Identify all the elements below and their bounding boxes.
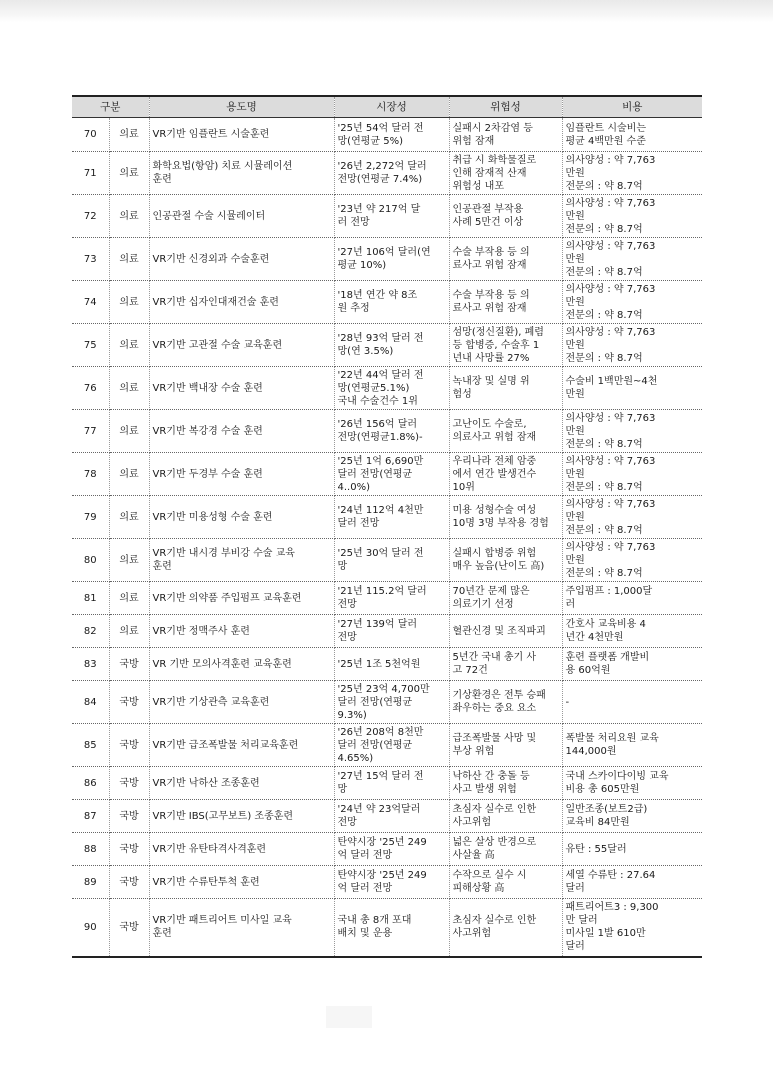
row-marketability: '27년 139억 달러 전망 xyxy=(334,615,449,648)
row-usage-name: VR기반 두경부 수술 훈련 xyxy=(149,453,334,496)
row-usage-name: VR기반 미용성형 수술 훈련 xyxy=(149,496,334,539)
row-number: 86 xyxy=(72,767,109,800)
row-cost: 패트리어트3 : 9,300 만 달러 미사일 1발 610만 달러 xyxy=(562,899,702,957)
row-usage-name: VR기반 낙하산 조종훈련 xyxy=(149,767,334,800)
row-number: 70 xyxy=(72,118,109,152)
table-row xyxy=(72,453,702,496)
table-row xyxy=(72,767,702,800)
row-usage-name: VR기반 급조폭발물 처리교육훈련 xyxy=(149,724,334,767)
header-risk: 위험성 xyxy=(449,96,562,118)
row-risk: 넓은 살상 반경으로 사살율 高 xyxy=(449,833,562,866)
row-usage-name: VR기반 십자인대재건술 훈련 xyxy=(149,281,334,324)
row-marketability: '24년 약 23억달러 전망 xyxy=(334,800,449,833)
row-cost: 일반조종(보트2급) 교육비 84만원 xyxy=(562,800,702,833)
row-number: 77 xyxy=(72,410,109,453)
row-usage-name: VR 기반 모의사격훈련 교육훈련 xyxy=(149,648,334,681)
row-marketability: '24년 112억 4천만 달러 전망 xyxy=(334,496,449,539)
row-usage-name: VR기반 의약품 주입펌프 교육훈련 xyxy=(149,582,334,615)
row-usage-name: VR기반 IBS(고무보트) 조종훈련 xyxy=(149,800,334,833)
row-marketability: '22년 44억 달러 전 망(연평균5.1%) 국내 수술건수 1위 xyxy=(334,367,449,410)
row-usage-name: VR기반 임플란트 시술훈련 xyxy=(149,118,334,152)
row-risk: 미용 성형수술 여성 10명 3명 부작용 경험 xyxy=(449,496,562,539)
row-marketability: '26년 156억 달러 전망(연평균1.8%)- xyxy=(334,410,449,453)
row-cost: 주입펌프 : 1,000달 러 xyxy=(562,582,702,615)
row-category: 국방 xyxy=(109,724,149,767)
row-risk: 인공관절 부작용 사례 5만건 이상 xyxy=(449,195,562,238)
row-risk: 녹내장 및 실명 위 험성 xyxy=(449,367,562,410)
row-category: 국방 xyxy=(109,866,149,899)
table-row xyxy=(72,866,702,899)
table-row xyxy=(72,410,702,453)
table-row xyxy=(72,800,702,833)
row-cost: 의사양성 : 약 7,763 만원 전문의 : 약 8.7억 xyxy=(562,238,702,281)
row-usage-name: VR기반 고관절 수술 교육훈련 xyxy=(149,324,334,367)
row-risk: 초심자 실수로 인한 사고위험 xyxy=(449,800,562,833)
row-cost: 의사양성 : 약 7,763 만원 전문의 : 약 8.7억 xyxy=(562,281,702,324)
row-cost: 간호사 교육비용 4 년간 4천만원 xyxy=(562,615,702,648)
row-number: 90 xyxy=(72,899,109,957)
table-row xyxy=(72,582,702,615)
row-category: 의료 xyxy=(109,367,149,410)
row-marketability: 탄약시장 '25년 249 억 달러 전망 xyxy=(334,866,449,899)
row-marketability: '28년 93억 달러 전 망(연 3.5%) xyxy=(334,324,449,367)
table-row xyxy=(72,496,702,539)
row-category: 의료 xyxy=(109,195,149,238)
row-category: 국방 xyxy=(109,899,149,957)
row-category: 의료 xyxy=(109,582,149,615)
page-footer-mark xyxy=(326,1006,372,1028)
row-cost: 국내 스카이다이빙 교육 비용 총 605만원 xyxy=(562,767,702,800)
row-category: 의료 xyxy=(109,410,149,453)
row-risk: 5년간 국내 총기 사 고 72건 xyxy=(449,648,562,681)
row-usage-name: VR기반 내시경 부비강 수술 교육 훈련 xyxy=(149,539,334,582)
table-row xyxy=(72,833,702,866)
row-number: 71 xyxy=(72,152,109,195)
row-category: 국방 xyxy=(109,833,149,866)
row-number: 81 xyxy=(72,582,109,615)
row-marketability: 탄약시장 '25년 249 억 달러 전망 xyxy=(334,833,449,866)
row-marketability: '25년 23억 4,700만 달러 전망(연평균 9.3%) xyxy=(334,681,449,724)
row-usage-name: VR기반 수류탄투척 훈련 xyxy=(149,866,334,899)
row-cost: 의사양성 : 약 7,763 만원 전문의 : 약 8.7억 xyxy=(562,195,702,238)
row-cost: 임플란트 시술비는 평균 4백만원 수준 xyxy=(562,118,702,152)
row-cost: 의사양성 : 약 7,763 만원 전문의 : 약 8.7억 xyxy=(562,453,702,496)
row-marketability: '21년 115.2억 달러 전망 xyxy=(334,582,449,615)
page-top-edge xyxy=(0,0,773,22)
row-category: 의료 xyxy=(109,615,149,648)
row-category: 국방 xyxy=(109,767,149,800)
table-row xyxy=(72,195,702,238)
row-number: 85 xyxy=(72,724,109,767)
row-cost: - xyxy=(562,681,702,724)
table-row xyxy=(72,681,702,724)
row-cost: 수술비 1백만원~4천 만원 xyxy=(562,367,702,410)
row-marketability: 국내 총 8개 포대 배치 및 운용 xyxy=(334,899,449,957)
row-marketability: '25년 1조 5천억원 xyxy=(334,648,449,681)
row-category: 의료 xyxy=(109,324,149,367)
row-cost: 의사양성 : 약 7,763 만원 전문의 : 약 8.7억 xyxy=(562,410,702,453)
row-risk: 취급 시 화학물질로 인해 잠재적 산재 위험성 내포 xyxy=(449,152,562,195)
row-risk: 70년간 문제 많은 의료기기 선정 xyxy=(449,582,562,615)
row-number: 82 xyxy=(72,615,109,648)
row-marketability: '18년 연간 약 8조 원 추정 xyxy=(334,281,449,324)
row-category: 의료 xyxy=(109,496,149,539)
header-category: 구분 xyxy=(72,96,149,118)
table-row xyxy=(72,118,702,152)
row-cost: 의사양성 : 약 7,763 만원 전문의 : 약 8.7억 xyxy=(562,496,702,539)
row-category: 의료 xyxy=(109,152,149,195)
row-risk: 수작으로 실수 시 피해상황 高 xyxy=(449,866,562,899)
row-risk: 수술 부작용 등 의 료사고 위험 잠재 xyxy=(449,281,562,324)
row-category: 의료 xyxy=(109,238,149,281)
row-cost: 훈련 플랫폼 개발비 용 60억원 xyxy=(562,648,702,681)
header-usage-name: 용도명 xyxy=(149,96,334,118)
row-usage-name: VR기반 기상관측 교육훈련 xyxy=(149,681,334,724)
row-usage-name: VR기반 복강경 수술 훈련 xyxy=(149,410,334,453)
row-risk: 급조폭발물 사망 및 부상 위험 xyxy=(449,724,562,767)
row-cost: 의사양성 : 약 7,763 만원 전문의 : 약 8.7억 xyxy=(562,324,702,367)
row-number: 89 xyxy=(72,866,109,899)
table-row xyxy=(72,281,702,324)
row-risk: 실패시 합병증 위험 매우 높음(난이도 高) xyxy=(449,539,562,582)
row-usage-name: VR기반 정맥주사 훈련 xyxy=(149,615,334,648)
row-category: 국방 xyxy=(109,648,149,681)
row-number: 73 xyxy=(72,238,109,281)
row-risk: 고난이도 수술로, 의료사고 위험 잠재 xyxy=(449,410,562,453)
table-row xyxy=(72,324,702,367)
table-row xyxy=(72,615,702,648)
row-cost: 유탄 : 55달러 xyxy=(562,833,702,866)
row-usage-name: 화학요법(항암) 치료 시뮬레이션 훈련 xyxy=(149,152,334,195)
row-risk: 낙하산 간 충돌 등 사고 발생 위험 xyxy=(449,767,562,800)
row-risk: 기상환경은 전투 승패 좌우하는 중요 요소 xyxy=(449,681,562,724)
row-marketability: '25년 30억 달러 전 망 xyxy=(334,539,449,582)
row-usage-name: 인공관절 수술 시뮬레이터 xyxy=(149,195,334,238)
vr-training-table xyxy=(72,95,702,958)
row-number: 83 xyxy=(72,648,109,681)
table-row xyxy=(72,899,702,957)
header-cost: 비용 xyxy=(562,96,702,118)
row-risk: 혈관신경 및 조직파괴 xyxy=(449,615,562,648)
row-marketability: '25년 54억 달러 전 망(연평균 5%) xyxy=(334,118,449,152)
row-marketability: '25년 1억 6,690만 달러 전망(연평균 4..0%) xyxy=(334,453,449,496)
row-risk: 초심자 실수로 인한 사고위험 xyxy=(449,899,562,957)
row-risk: 수술 부작용 등 의 료사고 위험 잠재 xyxy=(449,238,562,281)
row-number: 75 xyxy=(72,324,109,367)
row-risk: 실패시 2차감염 등 위험 잠재 xyxy=(449,118,562,152)
table-row xyxy=(72,539,702,582)
row-usage-name: VR기반 유탄타격사격훈련 xyxy=(149,833,334,866)
table-row xyxy=(72,724,702,767)
table-row xyxy=(72,152,702,195)
table-row xyxy=(72,367,702,410)
row-marketability: '26년 2,272억 달러 전망(연평균 7.4%) xyxy=(334,152,449,195)
row-number: 79 xyxy=(72,496,109,539)
row-marketability: '26년 208억 8천만 달러 전망(연평균 4.65%) xyxy=(334,724,449,767)
row-marketability: '27년 15억 달러 전 망 xyxy=(334,767,449,800)
row-cost: 폭발물 처리요원 교육 144,000원 xyxy=(562,724,702,767)
row-usage-name: VR기반 신경외과 수술훈련 xyxy=(149,238,334,281)
row-cost: 의사양성 : 약 7,763 만원 전문의 : 약 8.7억 xyxy=(562,539,702,582)
row-number: 84 xyxy=(72,681,109,724)
row-cost: 세열 수류탄 : 27.64 달러 xyxy=(562,866,702,899)
row-number: 76 xyxy=(72,367,109,410)
row-number: 74 xyxy=(72,281,109,324)
table-row xyxy=(72,648,702,681)
row-number: 88 xyxy=(72,833,109,866)
row-number: 87 xyxy=(72,800,109,833)
table-row xyxy=(72,238,702,281)
row-cost: 의사양성 : 약 7,763 만원 전문의 : 약 8.7억 xyxy=(562,152,702,195)
row-marketability: '23년 약 217억 달 러 전망 xyxy=(334,195,449,238)
row-number: 72 xyxy=(72,195,109,238)
row-usage-name: VR기반 패트리어트 미사일 교육 훈련 xyxy=(149,899,334,957)
header-row xyxy=(72,96,702,118)
row-marketability: '27년 106억 달러(연 평균 10%) xyxy=(334,238,449,281)
row-category: 국방 xyxy=(109,800,149,833)
row-category: 국방 xyxy=(109,681,149,724)
header-marketability: 시장성 xyxy=(334,96,449,118)
row-category: 의료 xyxy=(109,539,149,582)
row-risk: 섬망(정신질환), 폐렴 등 합병증, 수술후 1 년내 사망률 27% xyxy=(449,324,562,367)
row-number: 78 xyxy=(72,453,109,496)
row-category: 의료 xyxy=(109,453,149,496)
row-category: 의료 xyxy=(109,118,149,152)
row-number: 80 xyxy=(72,539,109,582)
row-risk: 우리나라 전체 암중 에서 연간 발생건수 10위 xyxy=(449,453,562,496)
row-category: 의료 xyxy=(109,281,149,324)
row-usage-name: VR기반 백내장 수술 훈련 xyxy=(149,367,334,410)
